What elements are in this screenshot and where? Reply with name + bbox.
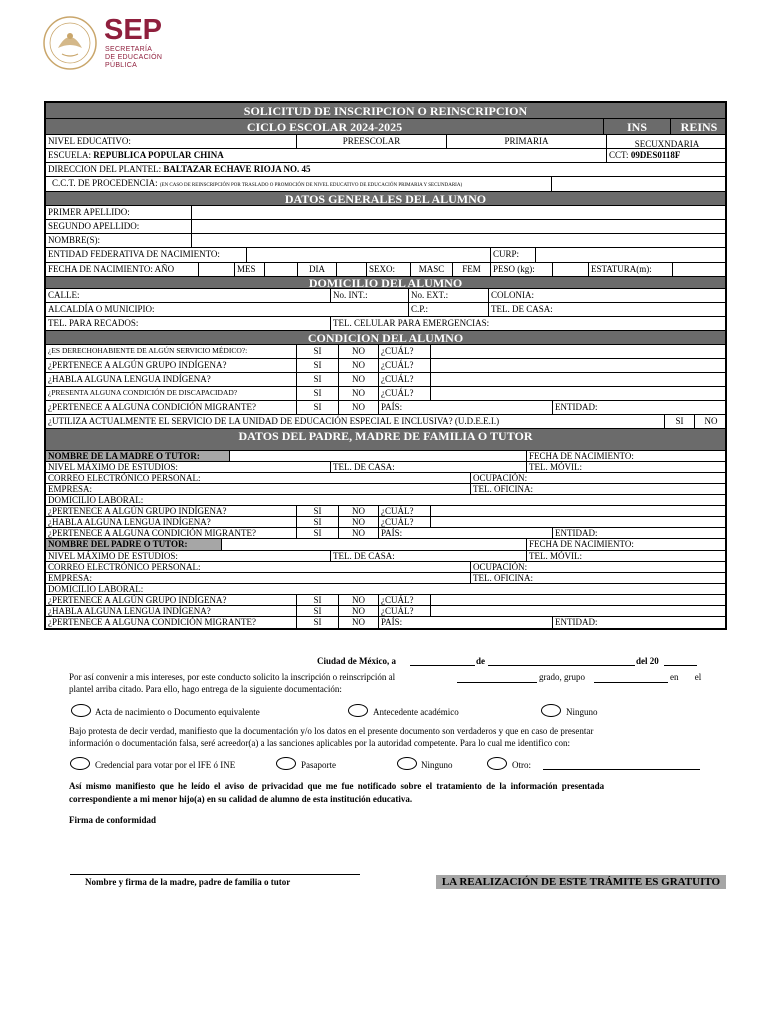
padre-lengua-cual-label: ¿CUÁL? bbox=[378, 606, 430, 616]
lengua-question: ¿HABLA ALGUNA LENGUA INDÍGENA? bbox=[48, 374, 211, 384]
tel-casa-field[interactable]: TEL. DE CASA: bbox=[488, 303, 727, 316]
grupo-line[interactable] bbox=[594, 682, 668, 683]
ninguno2-label: Ninguno bbox=[421, 760, 453, 770]
padre-domicilio-row bbox=[46, 584, 725, 595]
registration-form bbox=[44, 101, 727, 630]
padre-indigena-row bbox=[46, 595, 725, 606]
padre-empresa-field[interactable]: EMPRESA: bbox=[48, 573, 93, 583]
nivel-label: NIVEL EDUCATIVO: bbox=[48, 136, 131, 146]
escuela-row bbox=[46, 149, 725, 163]
padre-indigena-no[interactable]: NO bbox=[338, 595, 378, 605]
fecha-nac-row bbox=[46, 263, 725, 277]
migrante-si[interactable]: SI bbox=[296, 401, 338, 414]
estatura-label: ESTATURA(m): bbox=[588, 263, 672, 276]
madre-domicilio-row bbox=[46, 495, 725, 506]
primer-apellido-input[interactable] bbox=[191, 206, 727, 219]
padre-nombre-label: NOMBRE DEL PADRE O TUTOR: bbox=[46, 539, 221, 550]
estatura-input[interactable] bbox=[672, 263, 727, 276]
madre-ocupacion-field[interactable]: OCUPACIÓN: bbox=[470, 473, 727, 483]
dia-label: DIA bbox=[297, 263, 336, 276]
section-padres: DATOS DEL PADRE, MADRE DE FAMILIA O TUTOR bbox=[46, 429, 725, 451]
padre-indigena-question: ¿PERTENECE A ALGÚN GRUPO INDÍGENA? bbox=[48, 595, 227, 605]
ife-radio[interactable] bbox=[70, 757, 90, 770]
segundo-apellido-input[interactable] bbox=[191, 220, 727, 233]
discapacidad-question: ¿PRESENTA ALGUNA CONDICIÓN DE DISCAPACIDAD? bbox=[48, 388, 238, 397]
medico-row bbox=[46, 345, 725, 359]
padre-tel-casa-field[interactable]: TEL. DE CASA: bbox=[330, 551, 526, 561]
ano-input[interactable] bbox=[198, 263, 234, 276]
acta-radio[interactable] bbox=[71, 704, 91, 717]
ciclo-row bbox=[46, 119, 725, 135]
tel-recados-field[interactable]: TEL. PARA RECADOS: bbox=[48, 318, 139, 328]
mes-input[interactable] bbox=[264, 263, 297, 276]
madre-lengua-question: ¿HABLA ALGUNA LENGUA INDÍGENA? bbox=[48, 517, 211, 527]
signature-caption: Nombre y firma de la madre, padre de familia o tutor bbox=[85, 877, 291, 887]
padre-migrante-question: ¿PERTENECE A ALGUNA CONDICIÓN MIGRANTE? bbox=[48, 617, 256, 627]
calle-field[interactable]: CALLE: bbox=[48, 290, 80, 300]
sep-logo bbox=[40, 14, 180, 74]
otro-line[interactable] bbox=[543, 769, 700, 770]
primer-apellido-row bbox=[46, 206, 725, 220]
free-procedure-notice: LA REALIZACIÓN DE ESTE TRÁMITE ES GRATUITO bbox=[436, 875, 726, 889]
indigena-cual-label: ¿CUÁL? bbox=[378, 359, 430, 372]
medico-cual-input[interactable] bbox=[430, 345, 727, 358]
madre-indigena-cual-input[interactable] bbox=[430, 506, 727, 516]
medico-no[interactable]: NO bbox=[338, 345, 378, 358]
padre-ocupacion-field[interactable]: OCUPACIÓN: bbox=[470, 562, 727, 572]
otro-radio[interactable] bbox=[487, 757, 507, 770]
madre-empresa-row bbox=[46, 484, 725, 495]
padre-estudios-field[interactable]: NIVEL MÁXIMO DE ESTUDIOS: bbox=[48, 551, 178, 561]
padre-migrante-pais[interactable]: PAÍS: bbox=[378, 617, 552, 628]
pasaporte-label: Pasaporte bbox=[301, 760, 336, 770]
discapacidad-cual-label: ¿CUÁL? bbox=[378, 387, 430, 400]
madre-empresa-field[interactable]: EMPRESA: bbox=[48, 484, 93, 494]
ins-checkbox[interactable]: INS bbox=[603, 119, 670, 134]
paragraph-1a: Por así convenir a mis intereses, por este conducto solicito la inscripción o reinscripción al bbox=[69, 672, 396, 682]
section-condicion: CONDICION DEL ALUMNO bbox=[46, 331, 725, 345]
padre-empresa-row bbox=[46, 573, 725, 584]
alcaldia-row bbox=[46, 303, 725, 317]
madre-lengua-si[interactable]: SI bbox=[296, 517, 338, 527]
curp-label: CURP: bbox=[490, 248, 535, 262]
segundo-apellido-label: SEGUNDO APELLIDO: bbox=[48, 221, 140, 231]
madre-lengua-cual-label: ¿CUÁL? bbox=[378, 517, 430, 527]
indigena-no[interactable]: NO bbox=[338, 359, 378, 372]
nombres-input[interactable] bbox=[191, 234, 727, 247]
sexo-label: SEXO: bbox=[366, 263, 410, 276]
padre-correo-row bbox=[46, 562, 725, 573]
padre-lengua-cual-input[interactable] bbox=[430, 606, 727, 616]
migrante-no[interactable]: NO bbox=[338, 401, 378, 414]
padre-lengua-question: ¿HABLA ALGUNA LENGUA INDÍGENA? bbox=[48, 606, 211, 616]
madre-lengua-cual-input[interactable] bbox=[430, 517, 727, 527]
madre-migrante-si[interactable]: SI bbox=[296, 528, 338, 538]
direccion-field[interactable]: DIRECCION DEL PLANTEL: BALTAZAR ECHAVE RIOJA NO. 45 bbox=[48, 164, 311, 174]
migrante-entidad-field[interactable]: ENTIDAD: bbox=[552, 401, 727, 414]
madre-tel-movil-field[interactable]: TEL. MÓVIL: bbox=[526, 462, 727, 472]
udeei-no[interactable]: NO bbox=[694, 415, 727, 428]
migrante-question: ¿PERTENECE A ALGUNA CONDICIÓN MIGRANTE? bbox=[48, 402, 256, 412]
preescolar-option[interactable]: PREESCOLAR bbox=[296, 135, 446, 148]
ano-line[interactable] bbox=[664, 665, 697, 666]
indigena-question: ¿PERTENECE A ALGÚN GRUPO INDÍGENA? bbox=[48, 360, 227, 370]
indigena-row bbox=[46, 359, 725, 373]
cct-procedencia-input[interactable] bbox=[551, 177, 727, 191]
escuela-field[interactable]: ESCUELA: REPUBLICA POPULAR CHINA bbox=[48, 150, 224, 160]
madre-fecha-nac-field[interactable]: FECHA DE NACIMIENTO: bbox=[526, 451, 727, 461]
ife-label: Credencial para votar por el IFE ó INE bbox=[95, 760, 236, 770]
migrante-row bbox=[46, 401, 725, 415]
madre-indigena-no[interactable]: NO bbox=[338, 506, 378, 516]
de-label: de bbox=[476, 656, 485, 666]
cp-field[interactable]: C.P.: bbox=[408, 303, 488, 316]
reins-checkbox[interactable]: REINS bbox=[670, 119, 727, 134]
udeei-question: ¿UTILIZA ACTUALMENTE EL SERVICIO DE LA UNIDAD DE EDUCACIÓN ESPECIAL E INCLUSIVA? (U.D.E.E.I.) bbox=[48, 416, 500, 426]
paragraph-2a: Bajo protesta de decir verdad, manifiesto que la documentación y/o los datos en el presente documento son verdaderos y que en caso de presentar bbox=[69, 726, 594, 736]
curp-input[interactable] bbox=[535, 248, 727, 262]
ninguno2-radio[interactable] bbox=[397, 757, 417, 770]
dia-input[interactable] bbox=[336, 263, 366, 276]
medico-cual-label: ¿CUÁL? bbox=[378, 345, 430, 358]
padre-indigena-cual-label: ¿CUÁL? bbox=[378, 595, 430, 605]
discapacidad-no[interactable]: NO bbox=[338, 387, 378, 400]
indigena-si[interactable]: SI bbox=[296, 359, 338, 372]
padre-migrante-no[interactable]: NO bbox=[338, 617, 378, 628]
madre-migrante-entidad[interactable]: ENTIDAD: bbox=[552, 528, 727, 538]
madre-correo-field[interactable]: CORREO ELECTRÓNICO PERSONAL: bbox=[48, 473, 201, 483]
alcaldia-field[interactable]: ALCALDÍA O MUNICIPIO: bbox=[48, 304, 155, 314]
firma-conformidad-label: Firma de conformidad bbox=[69, 815, 156, 825]
lengua-row bbox=[46, 373, 725, 387]
signature-line[interactable] bbox=[70, 874, 360, 875]
lengua-si[interactable]: SI bbox=[296, 373, 338, 386]
madre-nombre-input[interactable] bbox=[229, 451, 526, 461]
madre-migrante-row bbox=[46, 528, 725, 539]
ciudad-label: Ciudad de México, a bbox=[317, 656, 397, 666]
udeei-row bbox=[46, 415, 725, 429]
madre-tel-casa-field[interactable]: TEL. DE CASA: bbox=[330, 462, 526, 472]
national-seal-icon bbox=[40, 14, 100, 72]
madre-indigena-row bbox=[46, 506, 725, 517]
nombres-row bbox=[46, 234, 725, 248]
madre-lengua-no[interactable]: NO bbox=[338, 517, 378, 527]
lengua-no[interactable]: NO bbox=[338, 373, 378, 386]
otro-label: Otro: bbox=[512, 760, 531, 770]
madre-estudios-row bbox=[46, 462, 725, 473]
discapacidad-cual-input[interactable] bbox=[430, 387, 727, 400]
mes-label: MES bbox=[234, 263, 264, 276]
secundaria-option[interactable]: SECUXNDARIA bbox=[606, 135, 727, 148]
madre-nombre-label: NOMBRE DE LA MADRE O TUTOR: bbox=[46, 451, 229, 461]
calle-row bbox=[46, 289, 725, 303]
padre-domicilio-field[interactable]: DOMICILIO LABORAL: bbox=[48, 584, 144, 594]
madre-tel-oficina-field[interactable]: TEL. OFICINA: bbox=[470, 484, 727, 494]
medico-question: ¿ES DERECHOHABIENTE DE ALGÚN SERVICIO MÉDICO?: bbox=[48, 346, 248, 355]
dia-line[interactable] bbox=[410, 665, 475, 666]
antecedente-label: Antecedente académico bbox=[373, 707, 459, 717]
primaria-option[interactable]: PRIMARIA bbox=[446, 135, 606, 148]
brand-text: SEP bbox=[104, 14, 163, 46]
section-datos-alumno: DATOS GENERALES DEL ALUMNO bbox=[46, 192, 725, 206]
masc-option[interactable]: MASC bbox=[410, 263, 452, 276]
peso-input[interactable] bbox=[552, 263, 588, 276]
migrante-pais-field[interactable]: PAÍS: bbox=[378, 401, 552, 414]
udeei-si[interactable]: SI bbox=[664, 415, 694, 428]
paragraph-1c: en el bbox=[670, 672, 702, 682]
madre-migrante-question: ¿PERTENECE A ALGUNA CONDICIÓN MIGRANTE? bbox=[48, 528, 256, 538]
padre-lengua-no[interactable]: NO bbox=[338, 606, 378, 616]
indigena-cual-input[interactable] bbox=[430, 359, 727, 372]
form-title: SOLICITUD DE INSCRIPCION O REINSCRIPCION bbox=[46, 103, 725, 119]
entidad-curp-row bbox=[46, 248, 725, 263]
padre-nombre-input[interactable] bbox=[221, 539, 526, 550]
paragraph-3b: correspondiente a mi menor hijo(a) en su calidad de alumno de esta institución educativa. bbox=[69, 794, 413, 804]
padre-migrante-si[interactable]: SI bbox=[296, 617, 338, 628]
medico-si[interactable]: SI bbox=[296, 345, 338, 358]
entidad-nac-label: ENTIDAD FEDERATIVA DE NACIMIENTO: bbox=[48, 249, 220, 259]
padre-estudios-row bbox=[46, 551, 725, 562]
padre-migrante-entidad[interactable]: ENTIDAD: bbox=[552, 617, 727, 628]
ano-label: FECHA DE NACIMIENTO: AÑO bbox=[48, 264, 175, 274]
madre-migrante-no[interactable]: NO bbox=[338, 528, 378, 538]
padre-tel-movil-field[interactable]: TEL. MÓVIL: bbox=[526, 551, 727, 561]
madre-indigena-cual-label: ¿CUÁL? bbox=[378, 506, 430, 516]
nivel-row bbox=[46, 135, 725, 149]
telefonos-row bbox=[46, 317, 725, 331]
padre-nombre-row bbox=[46, 539, 725, 551]
paragraph-2b: información o documentación falsa, seré acreedor(a) a las sanciones aplicables por la autoridad competente. Para lo cual me identifico con: bbox=[69, 738, 571, 748]
paragraph-1b: grado, grupo bbox=[539, 672, 585, 682]
ciclo-label: CICLO ESCOLAR 2024-2025 bbox=[246, 120, 403, 134]
no-ext-field[interactable]: No. EXT.: bbox=[408, 289, 488, 302]
lengua-cual-label: ¿CUÁL? bbox=[378, 373, 430, 386]
padre-tel-oficina-field[interactable]: TEL. OFICINA: bbox=[470, 573, 727, 583]
acta-label: Acta de nacimiento o Documento equivalente bbox=[95, 707, 260, 717]
paragraph-3a: Así mismo manifiesto que he leído el aviso de privacidad que me fue notificado sobre el tratamiento de la información presentada bbox=[69, 781, 605, 791]
ninguno1-label: Ninguno bbox=[566, 707, 598, 717]
entidad-nac-input[interactable] bbox=[246, 248, 490, 262]
padre-fecha-nac-field[interactable]: FECHA DE NACIMIENTO: bbox=[526, 539, 727, 550]
discapacidad-row bbox=[46, 387, 725, 401]
padre-migrante-row bbox=[46, 617, 725, 628]
del20-label: del 20 bbox=[636, 656, 659, 666]
madre-migrante-pais[interactable]: PAÍS: bbox=[378, 528, 552, 538]
discapacidad-si[interactable]: SI bbox=[296, 387, 338, 400]
madre-lengua-row bbox=[46, 517, 725, 528]
madre-correo-row bbox=[46, 473, 725, 484]
paragraph-1d: plantel arriba citado. Para ello, hago entrega de la siguiente documentación: bbox=[69, 684, 342, 694]
segundo-apellido-row bbox=[46, 220, 725, 234]
no-int-field[interactable]: No. INT.: bbox=[330, 289, 408, 302]
madre-estudios-field[interactable]: NIVEL MÁXIMO DE ESTUDIOS: bbox=[48, 462, 178, 472]
padre-correo-field[interactable]: CORREO ELECTRÓNICO PERSONAL: bbox=[48, 562, 201, 572]
direccion-row bbox=[46, 163, 725, 177]
primer-apellido-label: PRIMER APELLIDO: bbox=[48, 207, 130, 217]
grado-line[interactable] bbox=[457, 682, 537, 683]
tel-celular-field[interactable]: TEL. CELULAR PARA EMERGENCIAS: bbox=[330, 317, 727, 330]
madre-domicilio-field[interactable]: DOMICILIO LABORAL: bbox=[48, 495, 144, 505]
colonia-field[interactable]: COLONIA: bbox=[488, 289, 727, 302]
padre-indigena-cual-input[interactable] bbox=[430, 595, 727, 605]
ninguno1-radio[interactable] bbox=[541, 704, 561, 717]
cct-procedencia-row bbox=[46, 177, 725, 192]
fem-option[interactable]: FEM bbox=[452, 263, 490, 276]
padre-lengua-si[interactable]: SI bbox=[296, 606, 338, 616]
padre-lengua-row bbox=[46, 606, 725, 617]
madre-indigena-si[interactable]: SI bbox=[296, 506, 338, 516]
lengua-cual-input[interactable] bbox=[430, 373, 727, 386]
padre-indigena-si[interactable]: SI bbox=[296, 595, 338, 605]
nombres-label: NOMBRE(S): bbox=[48, 235, 101, 245]
mes-line[interactable] bbox=[488, 665, 635, 666]
peso-label: PESO (kg): bbox=[490, 263, 552, 276]
antecedente-radio[interactable] bbox=[348, 704, 368, 717]
brand-subtitle: SECRETARÍA DE EDUCACIÓN PÚBLICA bbox=[105, 46, 163, 69]
cct-field[interactable]: CCT: 09DES0118F bbox=[606, 149, 727, 162]
madre-nombre-row bbox=[46, 451, 725, 462]
madre-indigena-question: ¿PERTENECE A ALGÚN GRUPO INDÍGENA? bbox=[48, 506, 227, 516]
pasaporte-radio[interactable] bbox=[276, 757, 296, 770]
section-domicilio: DOMICILIO DEL ALUMNO bbox=[46, 277, 725, 289]
cct-procedencia-label: C.C.T. DE PROCEDENCIA: (EN CASO DE REINSCRIPCIÓN POR TRASLADO O PROMOCIÓN DE NIVEL EDUCATIVO DE EDUCACIÓN PRIMARIA Y SECUNDARIA) bbox=[52, 178, 463, 188]
